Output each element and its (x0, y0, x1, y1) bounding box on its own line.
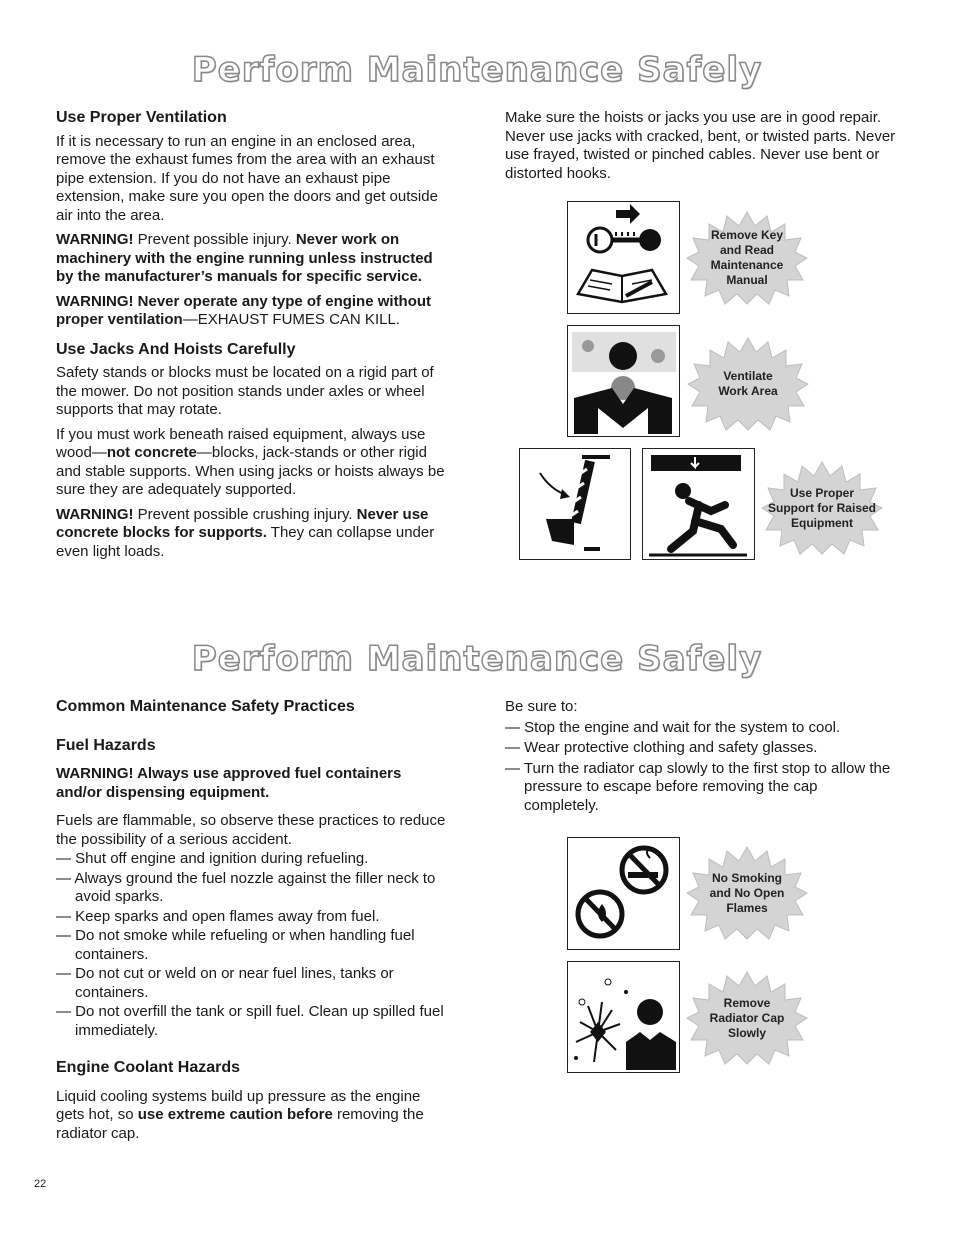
ventilation-text: If it is necessary to run an engine in an enclosed area, remove the exhaust fumes from the area with an exhaust pipe extension. If you do not have an exhaust pipe extension, make sure you open the doors and get outside air into the area. (56, 132, 438, 224)
radiator-hazard-icon (567, 961, 680, 1073)
coolant-hazards-heading: Engine Coolant Hazards (56, 1059, 241, 1076)
callout-remove-key (685, 210, 809, 306)
callout-ventilate (686, 336, 810, 432)
page-title-top: Perform Maintenance Safely (191, 50, 763, 90)
common-practices-heading: Common Maintenance Safety Practices (56, 698, 355, 715)
jacks-text-2 (56, 426, 449, 500)
list-item: — Always ground the fuel nozzle against the filler neck to avoid sparks. (56, 869, 436, 905)
list-item: — Keep sparks and open flames away from fuel. (56, 907, 380, 925)
fuel-hazards-heading: Fuel Hazards (56, 736, 156, 754)
section1-left-column (56, 109, 449, 567)
jacks-heading: Use Jacks And Hoists Carefully (56, 340, 296, 358)
warning-text: They can collapse under even light loads. (56, 524, 435, 560)
text-span: removing the radiator cap. (56, 1106, 424, 1142)
coolant-practices-list (505, 719, 895, 816)
be-sure-label: Be sure to: (505, 698, 578, 715)
ventilation-icon (567, 325, 680, 437)
jacks-text-1: Safety stands or blocks must be located on a rigid part of the mower. Do not position stands under axles or wheel supports that may rotate. (56, 364, 434, 418)
list-item: — Do not smoke while refueling or when handling fuel containers. (56, 927, 415, 963)
warning-bold-text: Never use concrete blocks for supports. (56, 505, 429, 541)
warning-text: Prevent possible injury. (133, 231, 296, 248)
callout-support (760, 460, 884, 556)
text-span: Liquid cooling systems build up pressure as the engine gets hot, so (56, 1087, 421, 1123)
list-item: — Turn the radiator cap slowly to the first stop to allow the pressure to escape before removing the cap completely. (505, 759, 891, 814)
no-smoking-icon (567, 837, 680, 950)
fuel-warning: WARNING! Always use approved fuel containers and/or dispensing equipment. (56, 765, 402, 801)
crushing-hazard-icon (642, 448, 755, 560)
list-item: — Wear protective clothing and safety glasses. (505, 739, 818, 756)
warning-ventilation (56, 293, 449, 330)
ventilation-heading: Use Proper Ventilation (56, 109, 227, 126)
page-title-bottom: Perform Maintenance Safely (191, 639, 763, 679)
callout-label: No Smoking and No Open Flames (709, 870, 785, 915)
warning-text: Prevent possible crushing injury. (133, 505, 357, 523)
text-bold-span: not concrete (106, 444, 197, 461)
list-item: — Shut off engine and ignition during refueling. (56, 850, 369, 867)
callout-radiator (685, 970, 809, 1066)
jack-stand-icon (519, 448, 631, 560)
section2-right-column (505, 698, 895, 816)
text-span: —blocks, jack-stands or other rigid and stable supports. When using jacks or hoists always be sure they are adequately supported. (56, 444, 445, 498)
page-number: 22 (34, 1178, 47, 1190)
warning-crushing (56, 506, 449, 562)
section2-left-column (56, 698, 449, 1149)
fuel-practices-list (56, 850, 449, 1040)
list-item: — Do not cut or weld on or near fuel lines, tanks or containers. (56, 965, 394, 1001)
warning-label: WARNING! (56, 231, 134, 248)
callout-label: Use Proper Support for Raised Equipment (767, 485, 876, 530)
callout-label: Remove Key and Read Maintenance Manual (710, 228, 784, 287)
warning-text: —EXHAUST FUMES CAN KILL. (182, 311, 400, 328)
warning-injury (56, 231, 449, 287)
callout-label: Ventilate Work Area (718, 369, 778, 398)
warning-label: WARNING! (56, 505, 134, 523)
list-item: — Do not overfill the tank or spill fuel. Clean up spilled fuel immediately. (56, 1003, 444, 1039)
text-span: If you must work beneath raised equipment, always use wood— (56, 425, 426, 461)
key-manual-icon (567, 201, 680, 314)
text-bold-span: use extreme caution before (137, 1106, 333, 1123)
list-item: — Stop the engine and wait for the system to cool. (505, 718, 841, 736)
fuel-intro: Fuels are flammable, so observe these practices to reduce the possibility of a serious accident. (56, 812, 446, 848)
callout-no-smoking (685, 845, 809, 941)
coolant-text (56, 1088, 449, 1144)
callout-label: Remove Radiator Cap Slowly (709, 995, 785, 1040)
warning-bold-text: Never work on machinery with the engine running unless instructed by the manufacturer’s manuals for specific service. (56, 231, 433, 285)
warning-bold-text: WARNING! Never operate any type of engine without proper ventilation (56, 292, 432, 328)
hoists-text: Make sure the hoists or jacks you use are in good repair. Never use jacks with cracked, bent, or twisted parts. Never use frayed, twisted or pinched cables. Never use bent or distorted hooks. (505, 109, 896, 182)
